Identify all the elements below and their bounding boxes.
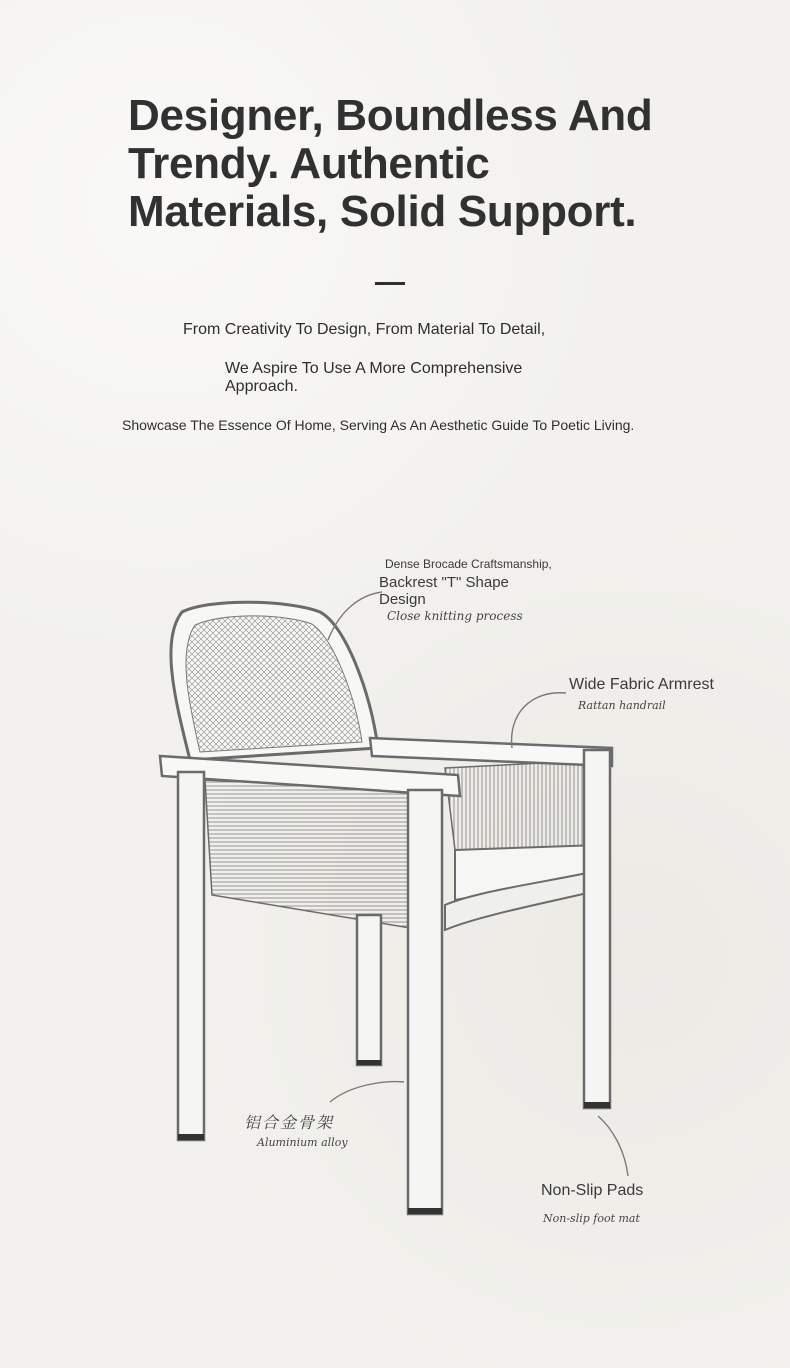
- intro-line-2: We Aspire To Use A More Comprehensive Approach.: [225, 360, 523, 395]
- headline-line-3: Materials, Solid Support.: [128, 187, 637, 236]
- headline-line-2: Trendy. Authentic: [128, 139, 490, 188]
- backrest-annotation-title: Backrest "T" Shape Design: [379, 574, 509, 608]
- frame-annotation-note: Aluminium alloy: [257, 1136, 348, 1149]
- backrest-annotation-top: Dense Brocade Craftsmanship,: [385, 557, 552, 571]
- pads-annotation-title: Non-Slip Pads: [541, 1182, 644, 1199]
- frame-annotation-title: 铝合金骨架: [244, 1113, 335, 1132]
- backrest-annotation-note: Close knitting process: [387, 609, 523, 623]
- callout-armrest-line: [512, 693, 566, 748]
- armrest-annotation-title: Wide Fabric Armrest: [569, 676, 714, 693]
- callout-frame-line: [330, 1082, 404, 1102]
- callout-pads-line: [598, 1116, 628, 1176]
- intro-line-1: From Creativity To Design, From Material To Detail,: [183, 321, 546, 338]
- armrest-annotation-note: Rattan handrail: [578, 699, 666, 712]
- chair-seat: [445, 845, 600, 930]
- intro-line-3: Showcase The Essence Of Home, Serving As An Aesthetic Guide To Poetic Living.: [122, 417, 635, 433]
- headline-line-1: Designer, Boundless And: [128, 91, 653, 140]
- pads-annotation-note: Non-slip foot mat: [543, 1212, 640, 1225]
- chair-backrest: [171, 602, 378, 760]
